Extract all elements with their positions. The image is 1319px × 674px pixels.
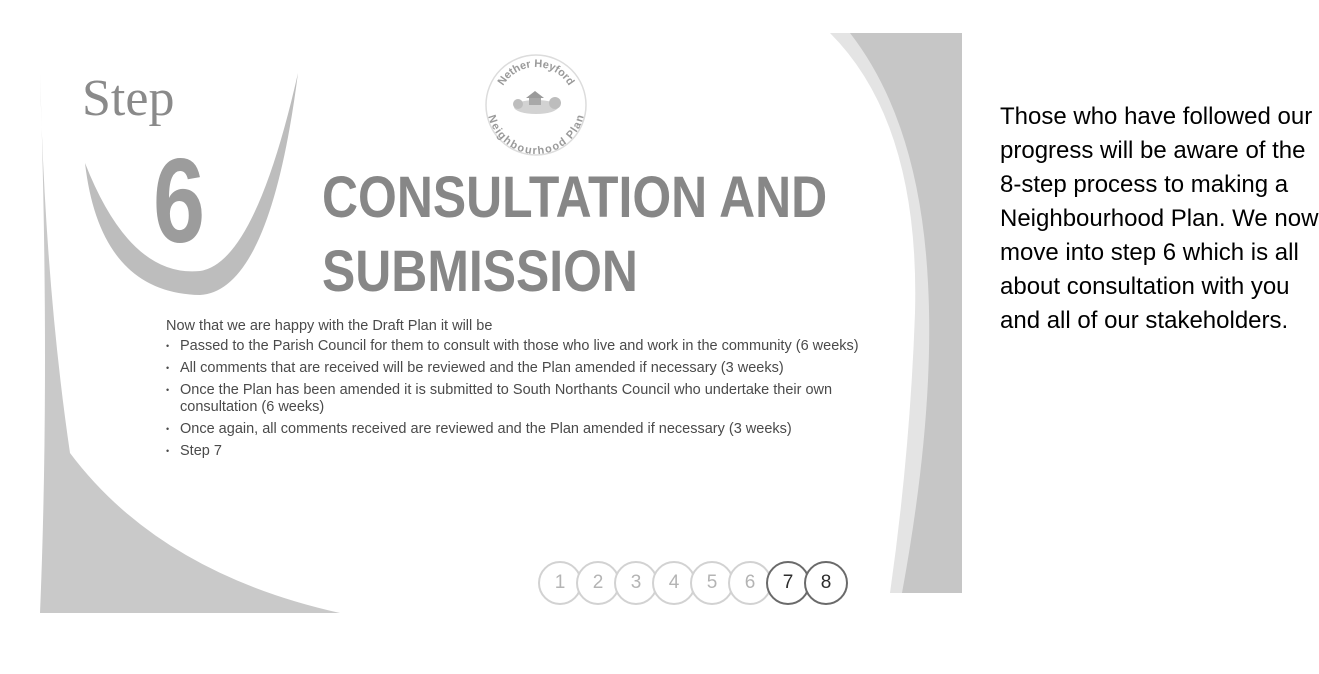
side-description: Those who have followed our progress will be aware of the 8-step process to making a Neighbourhood Plan. We now move into step 6 which is all about consultation with you and all of our stakeholders.	[1000, 103, 1319, 334]
slide-title-line2: SUBMISSION	[322, 239, 638, 304]
progress-step-1: 1	[538, 561, 582, 605]
nether-heyford-logo-icon	[480, 49, 592, 166]
progress-step-6: 6	[728, 561, 772, 605]
slide-title	[322, 161, 827, 309]
progress-step-2: 2	[576, 561, 620, 605]
progress-step-8: 8	[804, 561, 848, 605]
bullet-item: • Step 7	[166, 443, 866, 460]
progress-step-7: 7	[766, 561, 810, 605]
bullet-item: • Passed to the Parish Council for them to consult with those who live and work in the community (6 weeks)	[166, 338, 866, 355]
bullet-item: • Once the Plan has been amended it is submitted to South Northants Council who undertake their own consultation (6 weeks)	[166, 382, 866, 416]
progress-step-5: 5	[690, 561, 734, 605]
slide-intro: Now that we are happy with the Draft Plan it will be	[166, 318, 493, 334]
slide-bullet-list	[166, 338, 866, 465]
logo-top-text: Nether Heyford	[495, 57, 577, 88]
step-progress-indicator	[538, 561, 842, 605]
step-number: 6	[153, 134, 206, 268]
bullet-item: • Once again, all comments received are reviewed and the Plan amended if necessary (3 weeks)	[166, 421, 866, 438]
logo-bottom-text: Neighbourhood Plan	[485, 113, 587, 158]
progress-step-3: 3	[614, 561, 658, 605]
progress-step-4: 4	[652, 561, 696, 605]
bullet-item: • All comments that are received will be reviewed and the Plan amended if necessary (3 weeks)	[166, 360, 866, 377]
slide-title-line1: CONSULTATION AND	[322, 165, 828, 230]
slide-image	[40, 33, 962, 613]
step-word: Step	[82, 70, 175, 127]
